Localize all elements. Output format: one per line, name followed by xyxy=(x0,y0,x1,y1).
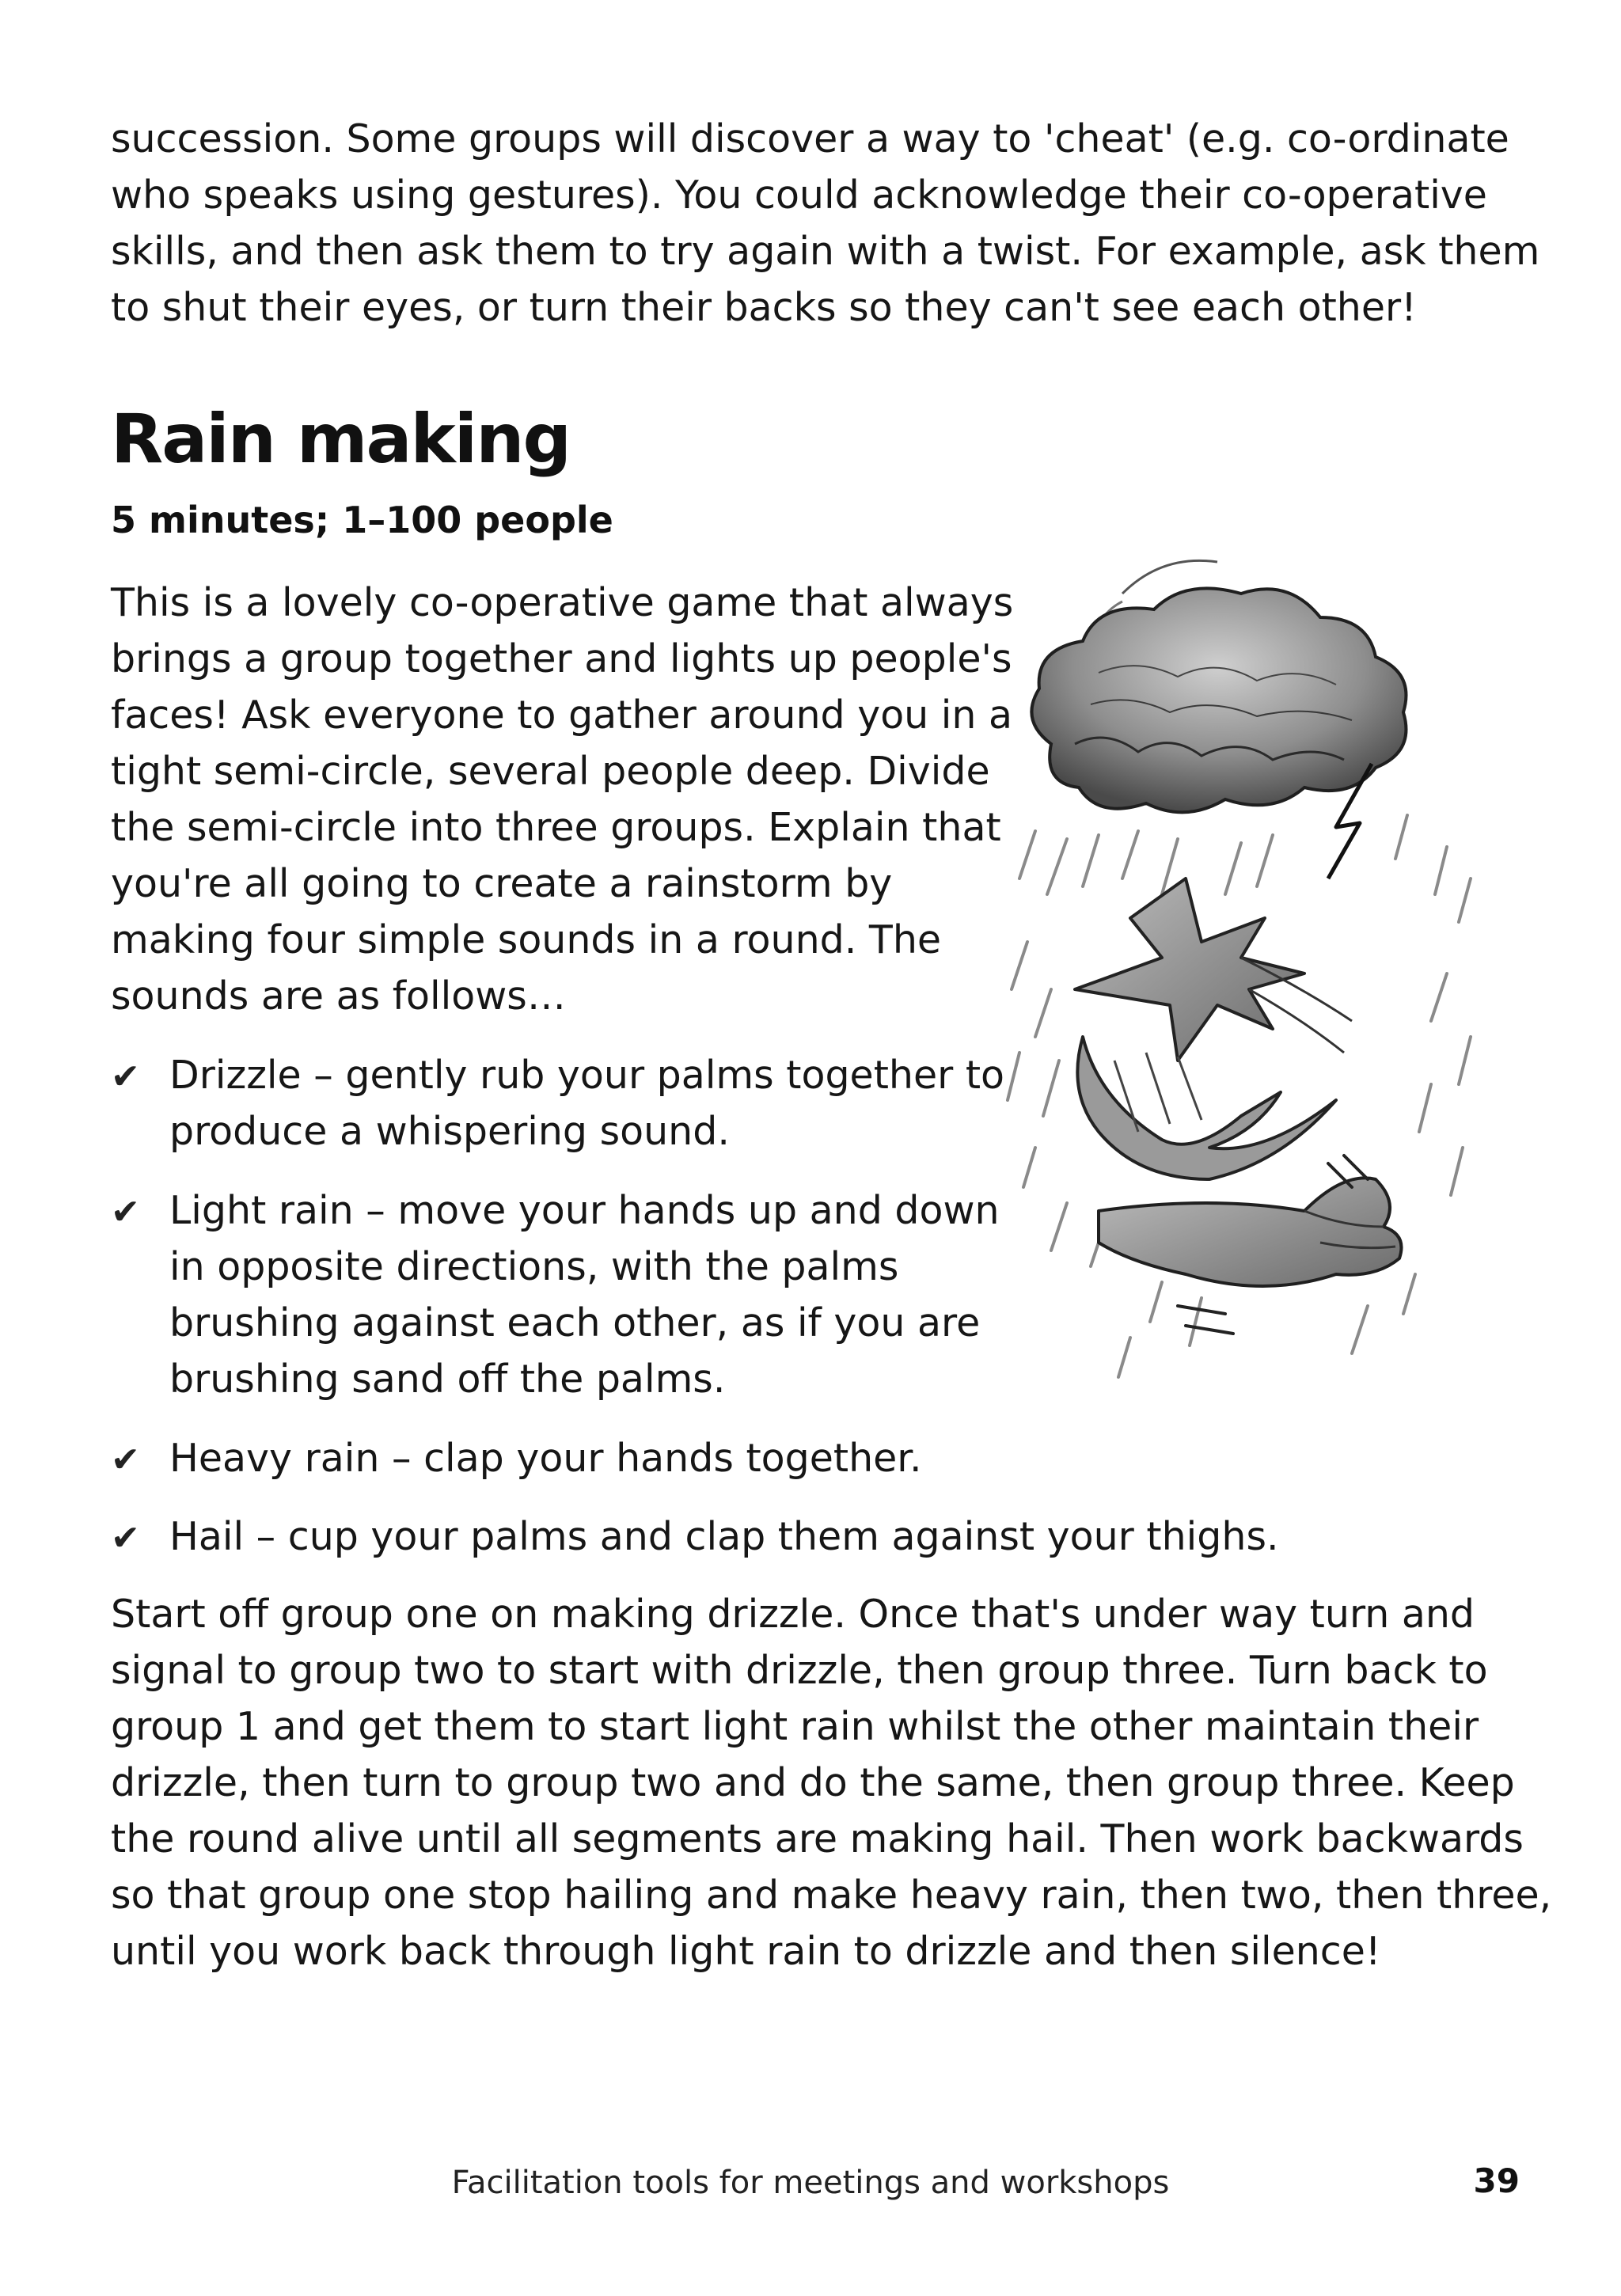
closing-line: until you work back through light rain to drizzle and then silence! xyxy=(111,1929,1381,1974)
list-item-line: Drizzle – gently rub your palms together to xyxy=(169,1053,1005,1098)
rain-cloud-hands-illustration xyxy=(1004,546,1494,1409)
page-number: 39 xyxy=(1473,2161,1520,2200)
middle-hand xyxy=(1077,1037,1336,1179)
description-line: faces! Ask everyone to gather around you in a xyxy=(111,693,1013,738)
closing-line: so that group one stop hailing and make heavy rain, then two, then three, xyxy=(111,1873,1552,1918)
checkmark-icon: ✔ xyxy=(111,1057,140,1097)
intro-line: to shut their eyes, or turn their backs so they can't see each other! xyxy=(111,285,1417,330)
description-line: making four simple sounds in a round. The xyxy=(111,917,942,962)
list-item-line: brushing sand off the palms. xyxy=(169,1357,726,1402)
description-line: tight semi-circle, several people deep. Divide xyxy=(111,749,990,794)
intro-line: succession. Some groups will discover a way to 'cheat' (e.g. co-ordinate xyxy=(111,116,1509,161)
closing-line: Start off group one on making drizzle. Once that's under way turn and xyxy=(111,1592,1475,1637)
list-item-line: produce a whispering sound. xyxy=(169,1109,730,1154)
checkmark-icon: ✔ xyxy=(111,1440,140,1480)
description-line: you're all going to create a rainstorm by xyxy=(111,861,893,906)
list-item-hail xyxy=(111,1509,1279,1565)
section-title: Rain making xyxy=(111,400,570,479)
checkmark-icon: ✔ xyxy=(111,1192,140,1232)
upper-hand xyxy=(1075,879,1352,1061)
intro-line: who speaks using gestures). You could acknowledge their co-operative xyxy=(111,173,1487,218)
storm-cloud xyxy=(1031,588,1406,812)
description-line: the semi-circle into three groups. Explain that xyxy=(111,805,1001,850)
closing-line: the round alive until all segments are making hail. Then work backwards xyxy=(111,1816,1524,1861)
closing-line: signal to group two to start with drizzle, then group three. Turn back to xyxy=(111,1648,1488,1693)
rain-streaks xyxy=(1008,815,1471,1377)
list-item-heavy-rain xyxy=(111,1430,922,1486)
footer-title: Facilitation tools for meetings and workshops xyxy=(451,2165,1170,2201)
closing-line: group 1 and get them to start light rain whilst the other maintain their xyxy=(111,1704,1479,1749)
lower-hand xyxy=(1099,1178,1402,1286)
intro-line: skills, and then ask them to try again with a twist. For example, ask them xyxy=(111,229,1540,274)
list-item-line: brushing against each other, as if you are xyxy=(169,1300,981,1345)
description-line: sounds are as follows… xyxy=(111,973,566,1019)
list-item-line: Hail – cup your palms and clap them against your thighs. xyxy=(169,1514,1279,1559)
list-item-line: Heavy rain – clap your hands together. xyxy=(169,1436,922,1481)
description-line: brings a group together and lights up people's xyxy=(111,636,1012,681)
list-item-light-rain xyxy=(111,1182,1000,1407)
list-item-drizzle xyxy=(111,1047,1004,1159)
closing-line: drizzle, then turn to group two and do the same, then group three. Keep xyxy=(111,1760,1515,1805)
list-item-line: in opposite directions, with the palms xyxy=(169,1244,899,1289)
list-item-line: Light rain – move your hands up and down xyxy=(169,1188,1000,1233)
section-subtitle: 5 minutes; 1–100 people xyxy=(111,499,613,541)
checkmark-icon: ✔ xyxy=(111,1518,140,1558)
description-line: This is a lovely co-operative game that always xyxy=(111,580,1014,625)
